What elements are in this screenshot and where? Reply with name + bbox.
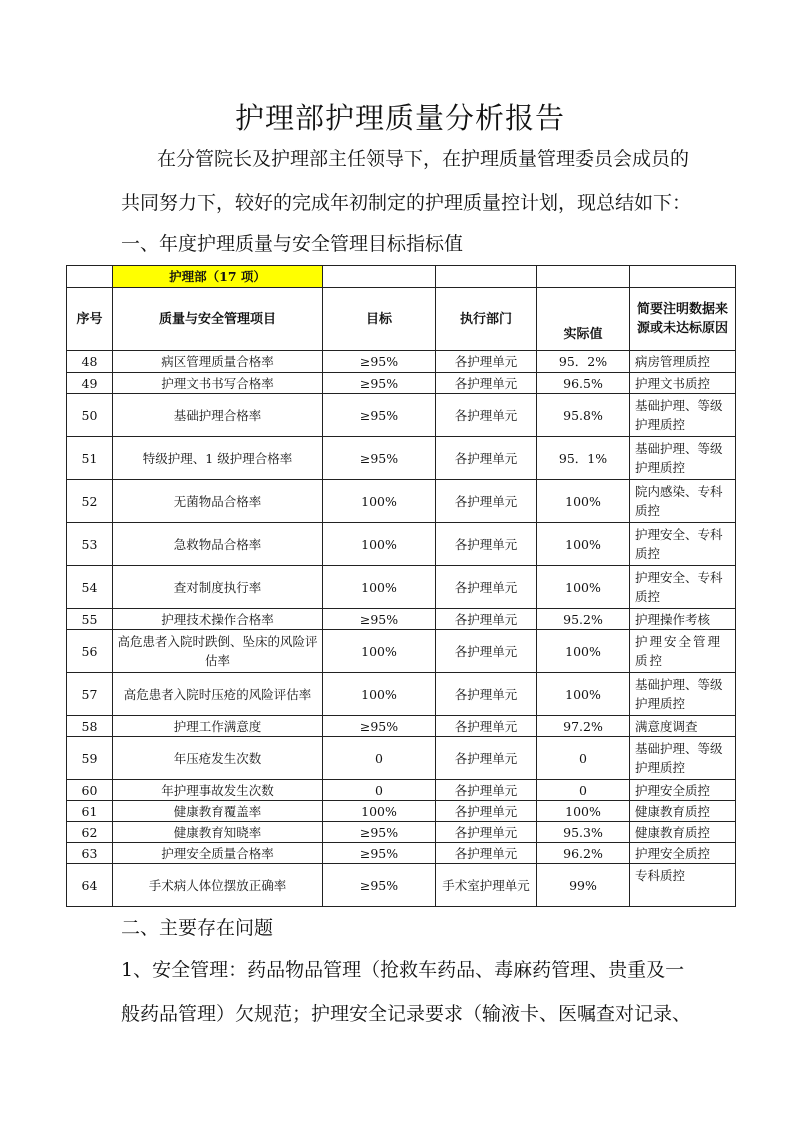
cell-target: 100% xyxy=(323,673,436,716)
cell-note: 护理文书质控 xyxy=(630,373,736,394)
cell-actual: 95.8% xyxy=(537,394,630,437)
cell-dept: 各护理单元 xyxy=(436,373,537,394)
cell-no: 62 xyxy=(67,822,113,843)
cell-dept: 各护理单元 xyxy=(436,737,537,780)
cell-item: 健康教育覆盖率 xyxy=(113,801,323,822)
cell-note: 院内感染、专科质控 xyxy=(630,480,736,523)
cell-item: 高危患者入院时压疮的风险评估率 xyxy=(113,673,323,716)
header-dept: 执行部门 xyxy=(436,288,537,351)
cell-no: 49 xyxy=(67,373,113,394)
cell-no: 53 xyxy=(67,523,113,566)
cell-no: 60 xyxy=(67,780,113,801)
cell-no: 54 xyxy=(67,566,113,609)
cell-note: 护理安全管理质控 xyxy=(630,630,736,673)
table-row xyxy=(67,801,736,822)
cell-actual: 100% xyxy=(537,566,630,609)
table-row xyxy=(67,864,736,907)
cell-actual: 100% xyxy=(537,480,630,523)
cell-item: 基础护理合格率 xyxy=(113,394,323,437)
cell-actual: 0 xyxy=(537,780,630,801)
cell-no: 57 xyxy=(67,673,113,716)
table-row xyxy=(67,351,736,373)
cell-target: ≥95% xyxy=(323,864,436,907)
cell-note: 基础护理、等级护理质控 xyxy=(630,437,736,480)
cell-dept: 各护理单元 xyxy=(436,780,537,801)
cell-item: 护理技术操作合格率 xyxy=(113,609,323,630)
cell-item: 病区管理质量合格率 xyxy=(113,351,323,373)
cell-no: 56 xyxy=(67,630,113,673)
cell-actual: 96.2% xyxy=(537,843,630,864)
cell-dept: 各护理单元 xyxy=(436,437,537,480)
cell-target: ≥95% xyxy=(323,351,436,373)
cell-target: 100% xyxy=(323,630,436,673)
cell-no: 55 xyxy=(67,609,113,630)
header-no: 序号 xyxy=(67,288,113,351)
table-row xyxy=(67,437,736,480)
cell-note: 基础护理、等级护理质控 xyxy=(630,394,736,437)
section-2-line-1: 1、安全管理：药品物品管理（抢救车药品、毒麻药管理、贵重及一 xyxy=(121,959,685,981)
cell-target: ≥95% xyxy=(323,716,436,737)
dept-label: 护理部（17 项） xyxy=(113,266,323,288)
table-row xyxy=(67,673,736,716)
table-header-row xyxy=(67,288,736,351)
section-1-heading: 一、年度护理质量与安全管理目标指标值 xyxy=(121,233,464,255)
intro-line-2: 共同努力下，较好的完成年初制定的护理质量控计划，现总结如下： xyxy=(121,192,692,214)
cell-dept: 各护理单元 xyxy=(436,673,537,716)
cell-item: 查对制度执行率 xyxy=(113,566,323,609)
cell-no: 58 xyxy=(67,716,113,737)
cell-note: 护理安全、专科质控 xyxy=(630,566,736,609)
cell-dept: 各护理单元 xyxy=(436,351,537,373)
cell-note: 护理安全、专科质控 xyxy=(630,523,736,566)
cell-no: 59 xyxy=(67,737,113,780)
cell-dept: 各护理单元 xyxy=(436,523,537,566)
cell-no: 61 xyxy=(67,801,113,822)
table-row xyxy=(67,630,736,673)
cell-note: 护理安全质控 xyxy=(630,780,736,801)
table-row xyxy=(67,523,736,566)
cell-item: 年护理事故发生次数 xyxy=(113,780,323,801)
cell-actual: 0 xyxy=(537,737,630,780)
cell-actual: 100% xyxy=(537,630,630,673)
cell-target: ≥95% xyxy=(323,609,436,630)
page-title: 护理部护理质量分析报告 xyxy=(234,101,565,135)
cell-target: 0 xyxy=(323,737,436,780)
cell-target: ≥95% xyxy=(323,843,436,864)
cell-target: 100% xyxy=(323,480,436,523)
cell-no: 52 xyxy=(67,480,113,523)
cell-no: 64 xyxy=(67,864,113,907)
cell-dept: 各护理单元 xyxy=(436,716,537,737)
header-item: 质量与安全管理项目 xyxy=(113,288,323,351)
cell-no: 50 xyxy=(67,394,113,437)
table-row xyxy=(67,780,736,801)
header-target: 目标 xyxy=(323,288,436,351)
cell-item: 护理工作满意度 xyxy=(113,716,323,737)
cell-actual: 97.2% xyxy=(537,716,630,737)
cell-note: 满意度调查 xyxy=(630,716,736,737)
table-dept-row xyxy=(67,266,736,288)
cell-target: 0 xyxy=(323,780,436,801)
cell-item: 护理安全质量合格率 xyxy=(113,843,323,864)
cell-note: 护理安全质控 xyxy=(630,843,736,864)
cell-item: 高危患者入院时跌倒、坠床的风险评估率 xyxy=(113,630,323,673)
cell-dept: 各护理单元 xyxy=(436,566,537,609)
cell-dept: 各护理单元 xyxy=(436,609,537,630)
cell-note: 护理操作考核 xyxy=(630,609,736,630)
cell-item: 护理文书书写合格率 xyxy=(113,373,323,394)
cell-dept: 各护理单元 xyxy=(436,801,537,822)
table-row xyxy=(67,822,736,843)
cell-actual: 100% xyxy=(537,801,630,822)
cell-no: 48 xyxy=(67,351,113,373)
table-row xyxy=(67,480,736,523)
header-note: 简要注明数据来源或未达标原因 xyxy=(630,288,736,351)
intro-line-1: 在分管院长及护理部主任领导下，在护理质量管理委员会成员的 xyxy=(157,148,690,170)
cell-target: 100% xyxy=(323,566,436,609)
cell-item: 年压疮发生次数 xyxy=(113,737,323,780)
table-row xyxy=(67,566,736,609)
table-row xyxy=(67,609,736,630)
cell-actual: 96.5% xyxy=(537,373,630,394)
table-row xyxy=(67,716,736,737)
cell-actual: 100% xyxy=(537,673,630,716)
cell-dept: 各护理单元 xyxy=(436,480,537,523)
cell-note: 专科质控 xyxy=(630,864,736,907)
table-body xyxy=(67,351,736,907)
cell-dept: 各护理单元 xyxy=(436,630,537,673)
cell-item: 健康教育知晓率 xyxy=(113,822,323,843)
cell-item: 特级护理、1 级护理合格率 xyxy=(113,437,323,480)
table-row xyxy=(67,843,736,864)
cell-note: 病房管理质控 xyxy=(630,351,736,373)
cell-actual: 95.3% xyxy=(537,822,630,843)
table-row xyxy=(67,373,736,394)
cell-note: 健康教育质控 xyxy=(630,801,736,822)
cell-dept: 各护理单元 xyxy=(436,822,537,843)
cell-item: 急救物品合格率 xyxy=(113,523,323,566)
table-row xyxy=(67,737,736,780)
cell-no: 63 xyxy=(67,843,113,864)
cell-dept: 手术室护理单元 xyxy=(436,864,537,907)
header-actual: 实际值 xyxy=(537,288,630,351)
cell-note: 健康教育质控 xyxy=(630,822,736,843)
cell-actual: 99% xyxy=(537,864,630,907)
cell-actual: 100% xyxy=(537,523,630,566)
cell-note: 基础护理、等级护理质控 xyxy=(630,673,736,716)
section-2-line-2: 般药品管理）欠规范；护理安全记录要求（输液卡、医嘱查对记录、 xyxy=(121,1003,692,1025)
quality-indicator-table xyxy=(66,265,736,907)
section-2-heading: 二、主要存在问题 xyxy=(121,917,274,939)
cell-item: 无菌物品合格率 xyxy=(113,480,323,523)
cell-note: 基础护理、等级护理质控 xyxy=(630,737,736,780)
cell-target: 100% xyxy=(323,523,436,566)
cell-dept: 各护理单元 xyxy=(436,843,537,864)
cell-dept: 各护理单元 xyxy=(436,394,537,437)
cell-target: 100% xyxy=(323,801,436,822)
cell-target: ≥95% xyxy=(323,822,436,843)
cell-item: 手术病人体位摆放正确率 xyxy=(113,864,323,907)
cell-target: ≥95% xyxy=(323,394,436,437)
cell-target: ≥95% xyxy=(323,373,436,394)
cell-target: ≥95% xyxy=(323,437,436,480)
cell-actual: 95．2% xyxy=(537,351,630,373)
cell-actual: 95.2% xyxy=(537,609,630,630)
cell-no: 51 xyxy=(67,437,113,480)
table-row xyxy=(67,394,736,437)
cell-actual: 95．1% xyxy=(537,437,630,480)
